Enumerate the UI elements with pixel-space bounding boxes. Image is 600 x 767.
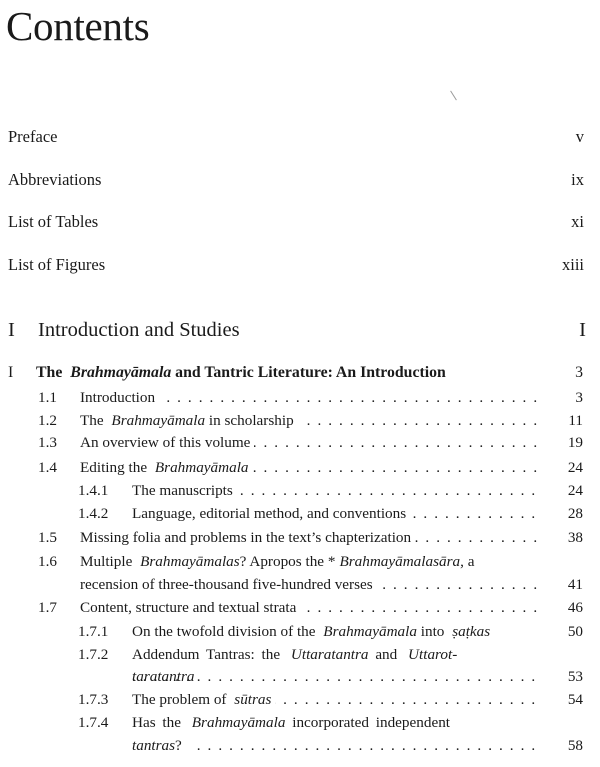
section-page: 58 bbox=[567, 737, 583, 754]
toc-section-1-7-2[interactable] bbox=[78, 645, 583, 665]
section-title-line2-italic: tantras bbox=[132, 737, 176, 754]
section-title-italic: Brahmayāmala bbox=[191, 714, 286, 731]
section-title-pre: The bbox=[80, 412, 111, 429]
toc-section-1-1[interactable] bbox=[38, 388, 583, 408]
section-title-italic-2: Uttarot- bbox=[408, 646, 458, 663]
section-page: 24 bbox=[567, 459, 583, 476]
section-number: 1.4 bbox=[38, 459, 57, 476]
section-number: 1.7.4 bbox=[78, 714, 109, 731]
section-title: Introduction bbox=[80, 389, 159, 406]
toc-section-1-7-4[interactable] bbox=[78, 713, 583, 733]
toc-chapter-1[interactable] bbox=[8, 363, 583, 383]
toc-section-1-7-4-cont[interactable] bbox=[78, 736, 583, 756]
toc-label: List of Tables bbox=[8, 212, 99, 231]
section-title-pre: Has the bbox=[132, 714, 192, 731]
section-title-pre: Addendum Tantras: the bbox=[132, 646, 291, 663]
section-title-italic: Brahmayāmala bbox=[111, 412, 206, 429]
toc-section-1-2[interactable] bbox=[38, 411, 583, 431]
section-number: 1.7.2 bbox=[78, 646, 109, 663]
section-title-pre: Multiple bbox=[80, 553, 140, 570]
section-title-pre: The problem of bbox=[132, 691, 234, 708]
section-page: 50 bbox=[567, 623, 583, 640]
section-number: 1.1 bbox=[38, 389, 57, 406]
section-title: Missing folia and problems in the text’s chapterization bbox=[80, 529, 415, 546]
toc-section-1-4-1[interactable] bbox=[78, 481, 583, 501]
section-title: Language, editorial method, and conventions bbox=[132, 505, 410, 522]
section-title-italic: Brahmayāmala bbox=[154, 459, 249, 476]
section-title-italic: Brahmayāmala bbox=[323, 623, 417, 640]
section-number: 1.7.3 bbox=[78, 691, 109, 708]
section-page: 28 bbox=[567, 505, 583, 522]
section-page: 46 bbox=[567, 599, 583, 616]
section-page: 54 bbox=[567, 691, 583, 708]
section-title-pre: Editing the bbox=[80, 459, 155, 476]
section-title-italic-2: ṣaṭkas bbox=[452, 623, 491, 640]
toc-section-1-5[interactable] bbox=[38, 528, 583, 548]
section-title-line2: recension of three-thousand five-hundred verses bbox=[80, 576, 377, 593]
chapter-title-post: and Tantric Literature: An Introduction bbox=[171, 364, 450, 381]
toc-page: ix bbox=[571, 170, 584, 189]
section-title: An overview of this volume bbox=[80, 434, 254, 451]
section-number: 1.2 bbox=[38, 412, 57, 429]
toc-section-1-3[interactable] bbox=[38, 433, 583, 453]
section-page: 11 bbox=[568, 412, 583, 429]
part-page: I bbox=[579, 319, 586, 341]
toc-section-1-7[interactable] bbox=[38, 598, 583, 618]
section-number: 1.3 bbox=[38, 434, 57, 451]
section-title-italic-2: Brahmayāmalasāra bbox=[339, 553, 461, 570]
section-title-italic: Uttaratantra bbox=[290, 646, 369, 663]
section-number: 1.4.1 bbox=[78, 482, 109, 499]
toc-section-1-6[interactable] bbox=[38, 552, 583, 572]
part-number: I bbox=[8, 319, 15, 341]
toc-page: xi bbox=[571, 212, 584, 231]
toc-section-1-4[interactable] bbox=[38, 458, 583, 478]
chapter-title-pre: The bbox=[36, 364, 70, 381]
section-title-mid: and bbox=[369, 646, 409, 663]
section-title-post: in scholarship bbox=[205, 412, 298, 429]
section-title-line2-post: ? bbox=[175, 737, 186, 754]
toc-section-1-7-2-cont[interactable] bbox=[78, 667, 583, 687]
section-page: 3 bbox=[575, 389, 583, 406]
section-number: 1.4.2 bbox=[78, 505, 109, 522]
section-number: 1.5 bbox=[38, 529, 57, 546]
section-title-italic: Brahmayāmalas bbox=[140, 553, 240, 570]
section-page: 38 bbox=[567, 529, 583, 546]
section-title: The manuscripts bbox=[132, 482, 237, 499]
section-title-post: , a bbox=[460, 553, 478, 570]
section-number: 1.7 bbox=[38, 599, 57, 616]
chapter-title-italic: Brahmayāmala bbox=[70, 364, 172, 381]
section-title-pre: On the twofold division of the bbox=[132, 623, 323, 640]
toc-page: xiii bbox=[561, 255, 584, 274]
section-page: 19 bbox=[567, 434, 583, 451]
toc-section-1-6-cont[interactable] bbox=[38, 575, 583, 595]
toc-section-1-7-1[interactable] bbox=[78, 622, 583, 642]
toc-label: Preface bbox=[8, 127, 58, 146]
section-page: 41 bbox=[567, 576, 583, 593]
part-label: Introduction and Studies bbox=[38, 319, 240, 341]
toc-label: List of Figures bbox=[8, 255, 106, 274]
page-title: Contents bbox=[6, 3, 150, 49]
section-title-italic: sūtras bbox=[234, 691, 272, 708]
section-number: 1.7.1 bbox=[78, 623, 109, 640]
section-title-post: incorporated independent bbox=[285, 714, 454, 731]
chapter-number: I bbox=[8, 364, 14, 381]
section-number: 1.6 bbox=[38, 553, 57, 570]
section-title-mid: ? Apropos the * bbox=[240, 553, 340, 570]
section-title-post: into bbox=[417, 623, 452, 640]
section-page: 24 bbox=[567, 482, 583, 499]
section-page: 53 bbox=[567, 668, 583, 685]
section-title: Content, structure and textual strata bbox=[80, 599, 300, 616]
scan-mark bbox=[450, 91, 457, 101]
chapter-page: 3 bbox=[575, 364, 583, 381]
toc-section-1-4-2[interactable] bbox=[78, 504, 583, 524]
section-title-line2-italic: taratantra bbox=[132, 668, 195, 685]
toc-label: Abbreviations bbox=[8, 170, 102, 189]
toc-page: v bbox=[575, 127, 584, 146]
toc-section-1-7-3[interactable] bbox=[78, 690, 583, 710]
